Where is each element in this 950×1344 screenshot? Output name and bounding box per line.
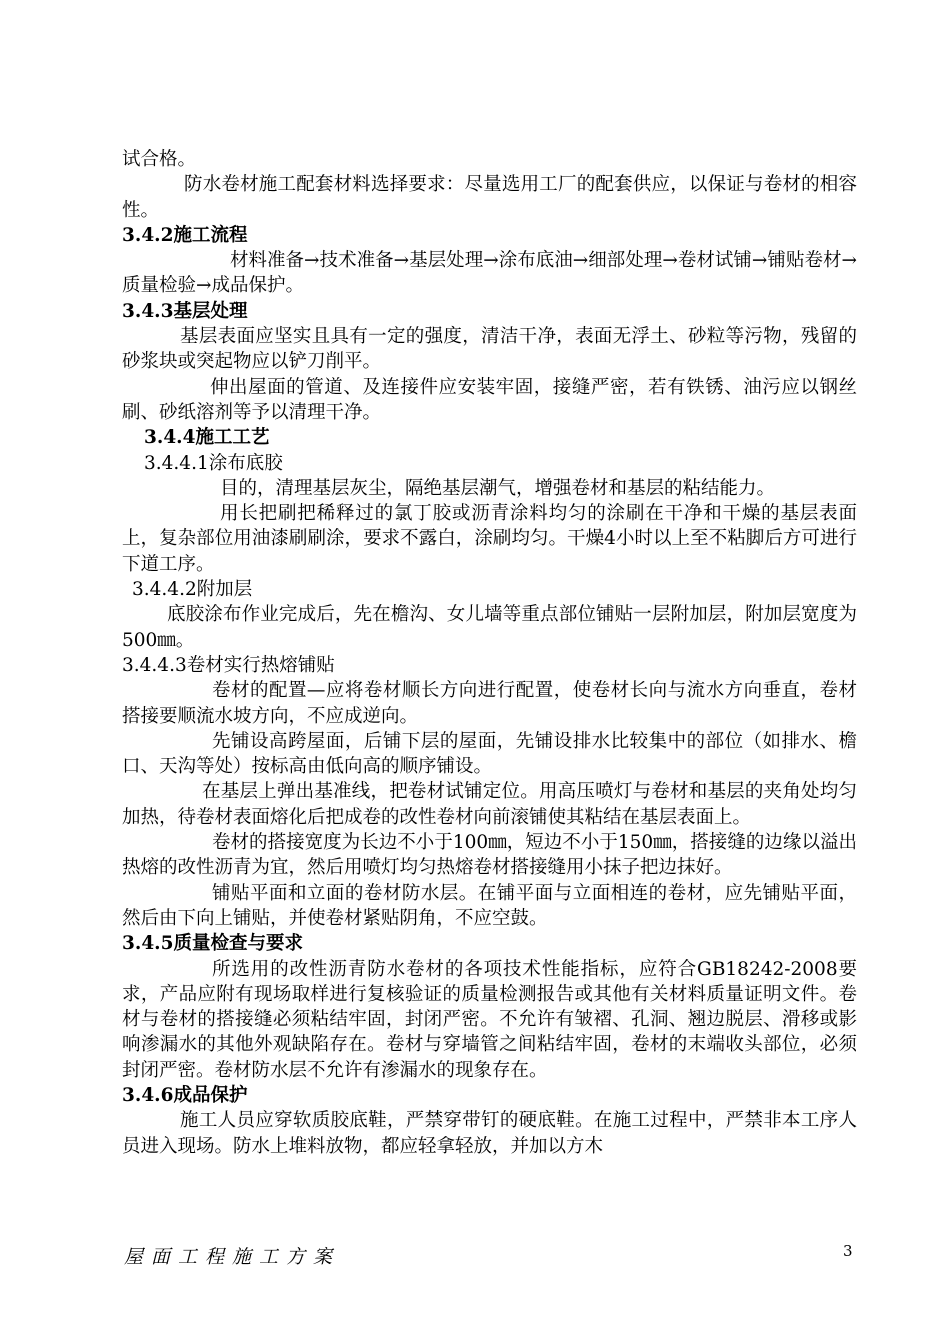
section-heading: 3.4.2施工流程: [122, 224, 248, 246]
paragraph: 所选用的改性沥青防水卷材的各项技术性能指标，应符合GB18242-2008要求，产品应附有现场取样进行复核验证的质量检测报告或其他有关材料质量证明文件。卷材与卷材的搭接缝必须粘结牢固，封闭严密。不允许有皱褶、孔洞、翘边脱层、滑移或影响渗漏水的其他外观缺陷存在。卷材与穿墙管之间粘结牢固，卷材的末端收头部位，必须封闭严密。卷材防水层不允许有渗漏水的现象存在。: [122, 958, 857, 1081]
section-heading: 3.4.5质量检查与要求: [122, 933, 303, 955]
section-heading: 3.4.4施工工艺: [144, 427, 270, 449]
paragraph: 底胶涂布作业完成后，先在檐沟、女儿墙等重点部位铺贴一层附加层，附加层宽度为500㎜。: [122, 604, 857, 651]
paragraph: 铺贴平面和立面的卷材防水层。在铺平面与立面相连的卷材，应先铺贴平面，然后由下向上铺贴，并使卷材紧贴阴角，不应空鼓。: [122, 882, 857, 929]
paragraph: 用长把刷把稀释过的氯丁胶或沥青涂料均匀的涂刷在干净和干燥的基层表面上，复杂部位用油漆刷刷涂，要求不露白，涂刷均匀。干燥4小时以上至不粘脚后方可进行下道工序。: [122, 503, 857, 575]
paragraph: 防水卷材施工配套材料选择要求：尽量选用工厂的配套供应，以保证与卷材的相容性。: [122, 174, 857, 221]
page-number: 3: [843, 1242, 853, 1260]
paragraph: 先铺设高跨屋面，后铺下层的屋面，先铺设排水比较集中的部位（如排水、檐口、天沟等处）按标高由低向高的顺序铺设。: [122, 730, 857, 778]
section-heading: 3.4.6成品保护: [122, 1084, 248, 1106]
subsection-heading: 3.4.4.1涂布底胶: [144, 452, 283, 474]
paragraph: 材料准备→技术准备→基层处理→涂布底油→细部处理→卷材试铺→铺贴卷材→质量检验→成品保护。: [122, 250, 857, 297]
paragraph: 试合格。: [122, 149, 197, 170]
paragraph: 施工人员应穿软质胶底鞋，严禁穿带钉的硬底鞋。在施工过程中，严禁非本工序人员进入现场。防水上堆料放物，都应轻拿轻放，并加以方木: [122, 1110, 857, 1157]
footer-title: 屋面工程施工方案: [124, 1246, 341, 1268]
document-body: [122, 147, 857, 1159]
paragraph: 卷材的配置—应将卷材顺长方向进行配置，使卷材长向与流水方向垂直，卷材搭接要顺流水坡方向，不应成逆向。: [122, 680, 857, 727]
section-heading: 3.4.3基层处理: [122, 300, 248, 322]
paragraph: 卷材的搭接宽度为长边不小于100㎜，短边不小于150㎜，搭接缝的边缘以溢出热熔的改性沥青为宜，然后用喷灯均匀热熔卷材搭接缝用小抹子把边抹好。: [122, 832, 857, 879]
paragraph: 伸出屋面的管道、及连接件应安装牢固，接缝严密，若有铁锈、油污应以钢丝刷、砂纸溶剂等予以清理干净。: [122, 376, 857, 423]
paragraph: 目的，清理基层灰尘，隔绝基层潮气，增强卷材和基层的粘结能力。: [220, 477, 776, 499]
subsection-heading: 3.4.4.2附加层: [132, 579, 253, 601]
subsection-heading: 3.4.4.3卷材实行热熔铺贴: [122, 654, 335, 676]
paragraph: 基层表面应坚实且具有一定的强度，清洁干净，表面无浮土、砂粒等污物，残留的砂浆块或突起物应以铲刀削平。: [122, 326, 857, 373]
paragraph: 在基层上弹出基准线，把卷材试铺定位。用高压喷灯与卷材和基层的夹角处均匀加热，待卷材表面熔化后把成卷的改性卷材向前滚铺使其粘结在基层表面上。: [122, 781, 857, 828]
